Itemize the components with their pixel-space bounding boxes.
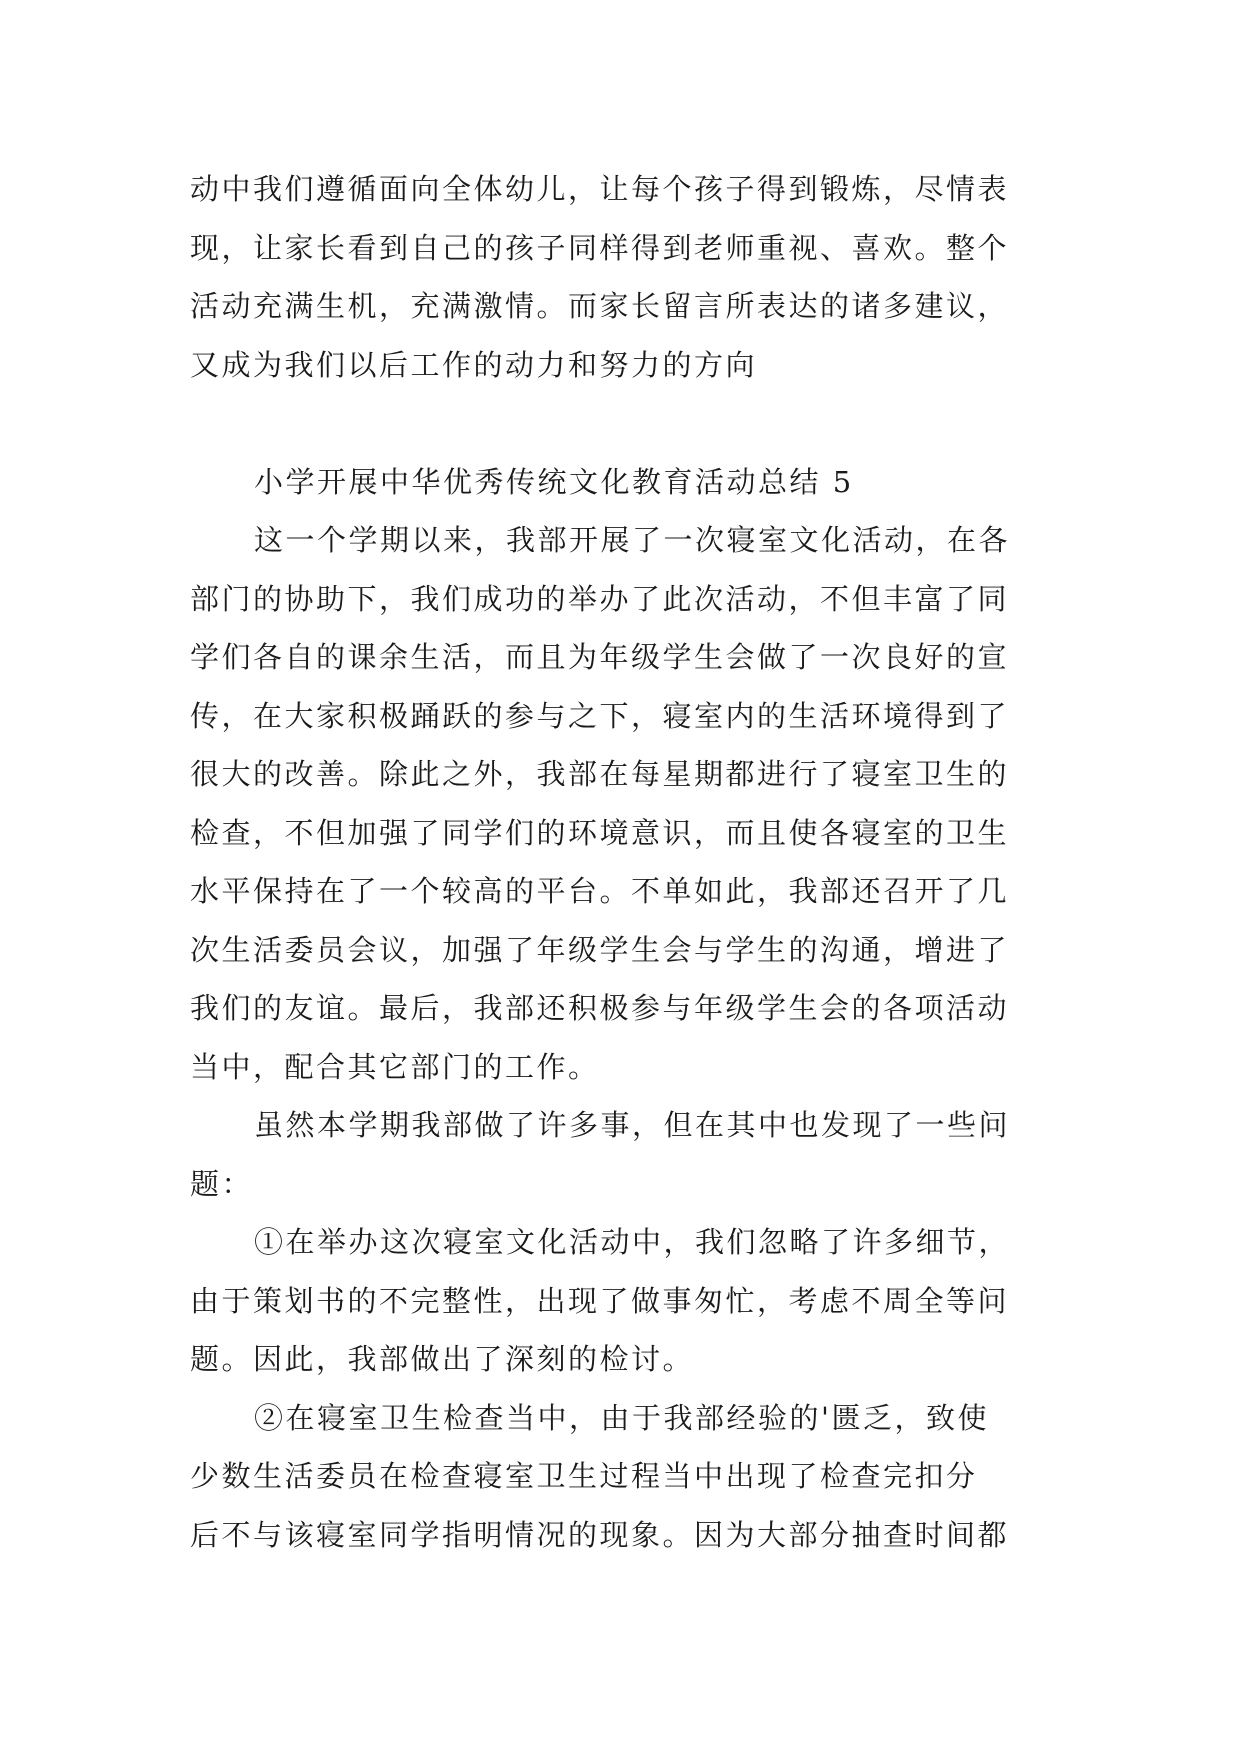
text-line: 虽然本学期我部做了许多事，但在其中也发现了一些问 (254, 1108, 1011, 1142)
text-line: 检查，不但加强了同学们的环境意识，而且使各寝室的卫生 (190, 815, 1010, 850)
text-line: 次生活委员会议，加强了年级学生会与学生的沟通，增进了 (190, 932, 1010, 967)
text-line: 传，在大家积极踊跃的参与之下，寝室内的生活环境得到了 (190, 698, 1010, 733)
text-line: 后不与该寝室同学指明情况的现象。因为大部分抽查时间都 (190, 1517, 1010, 1552)
text-line: 题。因此，我部做出了深刻的检讨。 (190, 1342, 695, 1376)
text-line: 当中，配合其它部门的工作。 (190, 1049, 600, 1084)
text-line: 我们的友谊。最后，我部还积极参与年级学生会的各项活动 (190, 991, 1010, 1025)
paragraph-item-2 (190, 1389, 1070, 1565)
text-line: 动中我们遵循面向全体幼儿，让每个孩子得到锻炼，尽情表 (190, 172, 1010, 206)
paragraph-problems (190, 1096, 1070, 1213)
text-line: 少数生活委员在检查寝室卫生过程当中出现了检查完扣分 (190, 1459, 978, 1493)
text-line: 活动充满生机，充满激情。而家长留言所表达的诸多建议， (190, 289, 1010, 323)
paragraph-intro (190, 511, 1070, 1096)
text-line: 又成为我们以后工作的动力和努力的方向 (190, 347, 758, 382)
document-page (190, 160, 1070, 1564)
text-line: ②在寝室卫生检查当中，由于我部经验的'匮乏，致使 (254, 1400, 989, 1435)
text-line: 部门的协助下，我们成功的举办了此次活动，不但丰富了同 (190, 581, 1010, 616)
paragraph-continuation (190, 160, 1070, 394)
text-line: 现，让家长看到自己的孩子同样得到老师重视、喜欢。整个 (190, 230, 1010, 265)
text-line: 题： (190, 1166, 254, 1201)
text-line: 这一个学期以来，我部开展了一次寝室文化活动，在各 (254, 523, 1011, 557)
paragraph-item-1 (190, 1213, 1070, 1389)
text-line: ①在举办这次寝室文化活动中，我们忽略了许多细节， (254, 1225, 1011, 1259)
text-line: 由于策划书的不完整性，出现了做事匆忙，考虑不周全等问 (190, 1283, 1010, 1318)
section-heading: 小学开展中华优秀传统文化教育活动总结 5 (254, 464, 854, 499)
text-line: 很大的改善。除此之外，我部在每星期都进行了寝室卫生的 (190, 757, 1010, 791)
text-line: 学们各自的课余生活，而且为年级学生会做了一次良好的宣 (190, 640, 1010, 674)
section-gap (190, 394, 1070, 453)
text-line: 水平保持在了一个较高的平台。不单如此，我部还召开了几 (190, 874, 1010, 908)
